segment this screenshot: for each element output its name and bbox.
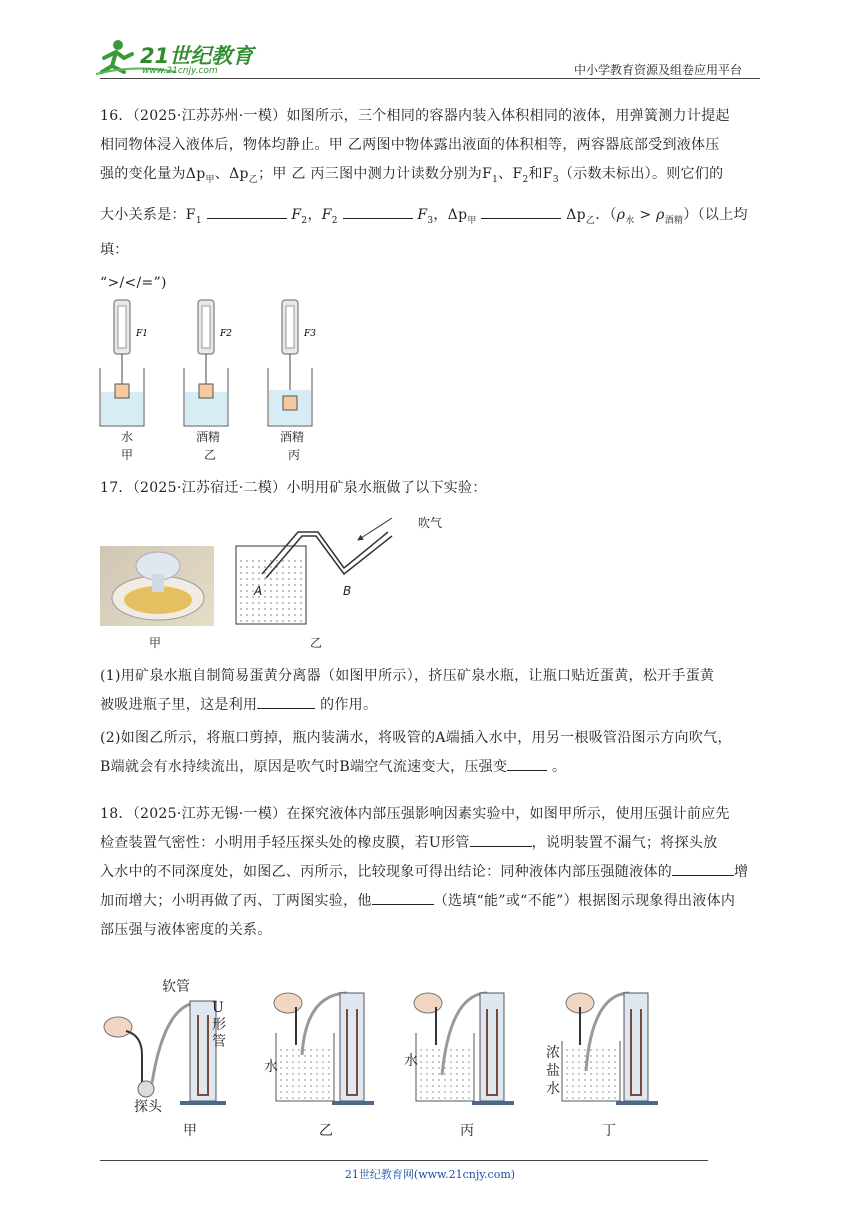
q18-line4: 加而增大；小明再做了丙、丁两图实验，他 （选填“能”或“不能”）根据图示现象得出液体内 [100, 887, 770, 916]
footer-rule [100, 1160, 708, 1161]
answer-blank-7[interactable] [672, 859, 734, 876]
q18-figure [96, 975, 666, 1115]
brine-label: 浓盐水 [546, 1045, 560, 1097]
q17-text [100, 662, 770, 782]
svg-text:F2: F2 [220, 329, 232, 339]
platform-name: 中小学教育资源及组卷应用平台 [574, 63, 743, 77]
header-rule [100, 78, 760, 79]
q18-line3: 入水中的不同深度处，如图乙、丙所示，比较现象可得出结论：同种液体内部压强随液体的 增 [100, 858, 770, 887]
pressure-gauge-yi [274, 993, 374, 1105]
q17-title: 17．（2025·江苏宿迁·二模）小明用矿泉水瓶做了以下实验： [100, 480, 487, 496]
answer-blank-5[interactable] [507, 754, 547, 771]
probe-label: 探头 [134, 1099, 162, 1115]
q16-line3: 强的变化量为$\Delta p_甲$、$\Delta p_乙$；甲 乙 丙三图中测力计读数分别为$F_1$、$F_2$和$F_3$（示数未标出）。则它们的 [100, 166, 724, 185]
water-label-yi: 水 [264, 1059, 278, 1075]
answer-blank-1[interactable] [207, 202, 287, 219]
svg-text:F3: F3 [304, 329, 316, 339]
q16-cap-yi: 乙 [204, 448, 217, 462]
egg-separator-photo [100, 546, 214, 626]
q18-cap-jia: 甲 [183, 1123, 197, 1139]
q16-cap-alcohol-1: 酒精 [196, 430, 221, 444]
answer-blank-3[interactable] [481, 202, 561, 219]
logo-title: 21世纪教育 [140, 44, 254, 68]
q18-cap-bing: 丙 [460, 1123, 474, 1139]
q16-line5: “>/</=”) [100, 274, 167, 291]
q16-cap-alcohol-2: 酒精 [280, 430, 305, 444]
logo-url: www.21cnjy.com [142, 66, 218, 76]
answer-blank-2[interactable] [343, 202, 413, 219]
spring-scale-jia [100, 300, 148, 426]
q16-cap-jia: 甲 [121, 448, 134, 462]
q18-cap-yi: 乙 [319, 1123, 333, 1139]
q17-p1-line2: 被吸进瓶子里，这是利用 的作用。 [100, 691, 770, 720]
q16-line1: 16．（2025·江苏苏州·一模）如图所示，三个相同的容器内装入体积相同的液体，用弹簧测力计提起 [100, 108, 730, 124]
spring-scale-bing [268, 300, 316, 426]
answer-blank-8[interactable] [372, 888, 434, 905]
soft-tube-label: 软管 [162, 979, 190, 995]
answer-blank-6[interactable] [470, 830, 532, 847]
q17-p2-line2: B端就会有水持续流出，原因是吹气时B端空气流速变大，压强变 。 [100, 753, 770, 782]
pressure-gauge-ding [562, 993, 658, 1105]
q16-cap-water: 水 [121, 430, 134, 444]
u-tube-label: U形管 [212, 1000, 226, 1050]
q16-text [100, 102, 770, 298]
pressure-gauge-jia [104, 1001, 226, 1105]
q17-cap-yi: 乙 [310, 636, 323, 650]
q16-cap-bing: 丙 [288, 448, 301, 462]
q17-p2-line1: (2)如图乙所示，将瓶口剪掉，瓶内装满水，将吸管的A端插入水中，用另一根吸管沿图示方向吹气， [100, 730, 732, 746]
svg-text:F1: F1 [136, 329, 148, 339]
q18-line1: 18．（2025·江苏无锡·一模）在探究液体内部压强影响因素实验中，如图甲所示，使用压强计前应先 [100, 806, 730, 822]
blow-label: 吹气 [418, 516, 443, 530]
q17-cap-jia: 甲 [149, 636, 162, 650]
label-b: B [343, 584, 352, 598]
footer-link[interactable]: 21世纪教育网(www.21cnjy.com) [344, 1168, 516, 1181]
q16-line2: 相同物体浸入液体后，物体均静止。甲 乙两图中物体露出液面的体积相等，两容器底部受到液体压 [100, 137, 720, 153]
q18-line5: 部压强与液体密度的关系。 [100, 922, 272, 938]
label-a: A [254, 584, 263, 598]
spring-scale-yi [184, 300, 232, 426]
q18-cap-ding: 丁 [602, 1123, 616, 1139]
q17-p1-line1: (1)用矿泉水瓶自制简易蛋黄分离器（如图甲所示），挤压矿泉水瓶，让瓶口贴近蛋黄，松开手蛋黄 [100, 668, 715, 684]
q18-line2: 检查装置气密性：小明用手轻压探头处的橡皮膜，若U形管 ，说明装置不漏气；将探头放 [100, 829, 770, 858]
water-label-bing: 水 [404, 1053, 418, 1069]
pressure-gauge-bing [414, 993, 514, 1105]
q18-text [100, 800, 770, 945]
answer-blank-4[interactable] [257, 692, 315, 709]
q16-line4: 大小关系是：$F_1$ $F_2$，$F_2$ $F_3$，$\Delta p_甲$ $\Delta p_乙$．$(\rho_水 > \rho_{酒精})$（以上均填： [100, 201, 770, 265]
